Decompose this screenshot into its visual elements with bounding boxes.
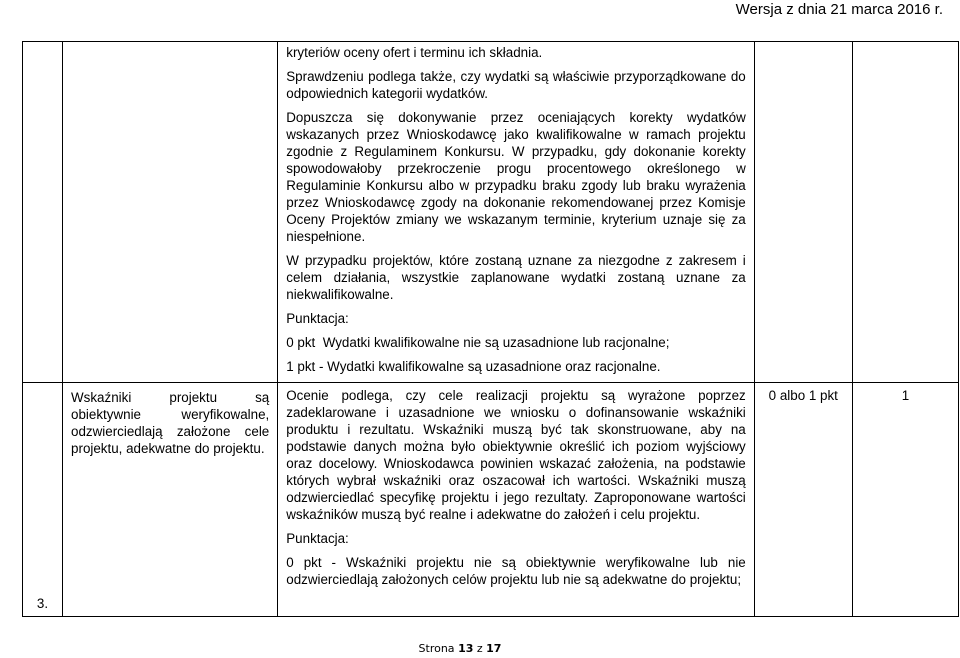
number-cell: [23, 42, 63, 383]
page-label: Strona: [418, 642, 455, 655]
criterion-cell: [63, 383, 278, 617]
table-row: [23, 42, 959, 383]
points-cell: [754, 42, 852, 383]
description-paragraph: Sprawdzeniu podlega także, czy wydatki są właściwie przyporządkowane do odpowiednich kategorii wydatków.: [286, 69, 746, 101]
table-row: [23, 383, 959, 617]
scoring-option: 0 pkt Wydatki kwalifikowalne nie są uzasadnione lub racjonalne;: [286, 335, 670, 350]
criterion-cell: [63, 42, 278, 383]
weight-value: 1: [901, 388, 910, 403]
description-cell: [278, 42, 755, 383]
scoring-option: 0 pkt - Wskaźniki projektu nie są obiektywnie weryfikowalne lub nie odzwierciedlają założonych celów projektu lub nie są adekwatne do projektu;: [286, 555, 746, 587]
version-header: Wersja z dnia 21 marca 2016 r.: [735, 1, 943, 18]
description-paragraph: W przypadku projektów, które zostaną uznane za niezgodne z zakresem i celem działania, wszystkie zaplanowane wydatki zostaną uznane za niekwalifikowalne.: [286, 253, 746, 302]
description-paragraph: kryteriów oceny ofert i terminu ich składnia.: [286, 45, 543, 60]
number-cell: [23, 383, 63, 617]
weight-cell: [852, 383, 958, 617]
page-total: 17: [486, 642, 502, 655]
scoring-heading: Punktacja:: [286, 531, 349, 546]
criteria-table: [22, 41, 959, 617]
description-paragraph: Dopuszcza się dokonywanie przez oceniających korekty wydatków wskazanych przez Wnioskodawcę jako kwalifikowalne w ramach projektu zgodnie z Regulaminem Konkursu. W przypadku, gdy dokonanie korekty spowodowałoby przekroczenie progu procentowego określonego w Regulaminie Konkursu albo w przypadku braku zgody lub braku wyrażenia przez Wnioskodawcę zgody na dokonanie rekomendowanej przez Komisje Oceny Projektów zmiany we wskazanym terminie, kryterium uznaje się za niespełnione.: [286, 110, 746, 244]
page-of: z: [476, 642, 483, 655]
page-number: 13: [458, 642, 474, 655]
criterion-number: 3.: [36, 596, 49, 611]
description-paragraph: Ocenie podlega, czy cele realizacji projektu są wyrażone poprzez zadeklarowane i uzasadnione we wniosku o dofinansowanie wskaźniki produktu i rezultatu. Wskaźniki muszą być tak skonstruowane, aby na podstawie danych można było obiektywnie określić ich poziom wyjściowy oraz docelowy. Wnioskodawca powinien wskazać założenia, na podstawie których wybrał wskaźniki oraz oszacował ich wartości. Wskaźniki muszą odzwierciedlać specyfikę projektu i jego rezultaty. Zaproponowane wartości wskaźników muszą być realne i adekwatne do założeń i celu projektu.: [286, 388, 746, 522]
weight-cell: [852, 42, 958, 383]
page-footer: [0, 642, 920, 656]
scoring-option: 1 pkt - Wydatki kwalifikowalne są uzasadnione oraz racjonalne.: [286, 359, 661, 374]
scoring-heading: Punktacja:: [286, 311, 349, 326]
points-cell: [754, 383, 852, 617]
description-cell: [278, 383, 755, 617]
points-value: 0 albo 1 pkt: [768, 388, 838, 403]
criterion-name: Wskaźniki projektu są obiektywnie weryfikowalne, odzwierciedlają założone cele projektu, adekwatne do projektu.: [71, 390, 270, 456]
